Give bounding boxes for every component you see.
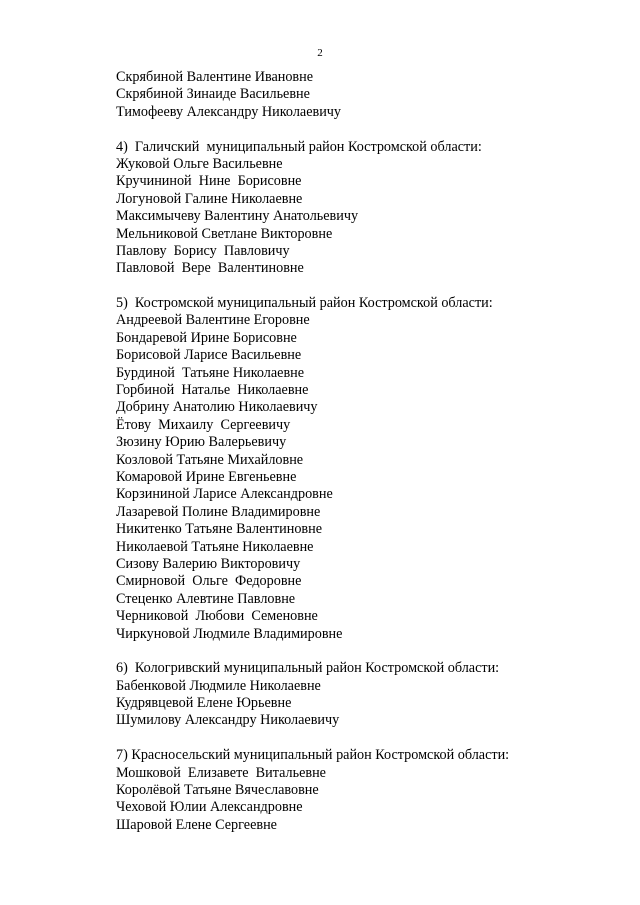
list-item: Тимофееву Александру Николаевичу bbox=[116, 103, 342, 120]
list-item: Андреевой Валентине Егоровне bbox=[116, 312, 310, 329]
document-body bbox=[116, 69, 616, 834]
list-item: Скрябиной Валентине Ивановне bbox=[116, 69, 314, 85]
list-item: Борисовой Ларисе Васильевне bbox=[116, 347, 302, 364]
section-kologrivsky bbox=[116, 660, 616, 730]
section-krasnoselsky bbox=[116, 747, 616, 834]
section-galichsky bbox=[116, 139, 616, 278]
list-item: Лазаревой Полине Владимировне bbox=[116, 503, 321, 520]
list-item: Корзининой Ларисе Александровне bbox=[116, 486, 333, 503]
list-item: Бабенковой Людмиле Николаевне bbox=[116, 677, 321, 694]
list-item: Шумилову Александру Николаевичу bbox=[116, 712, 340, 729]
list-item: Чеховой Юлии Александровне bbox=[116, 799, 303, 816]
list-item: Павловой Вере Валентиновне bbox=[116, 260, 304, 277]
list-item: Горбиной Наталье Николаевне bbox=[116, 382, 309, 399]
page-number: 2 bbox=[317, 47, 323, 59]
section-kostromskoy bbox=[116, 295, 616, 643]
list-item: Логуновой Галине Николаевне bbox=[116, 190, 303, 207]
list-item: Королёвой Татьяне Вячеславовне bbox=[116, 782, 319, 799]
list-item: Скрябиной Зинаиде Васильевне bbox=[116, 86, 310, 103]
list-item: Кудрявцевой Елене Юрьевне bbox=[116, 695, 292, 712]
list-item: Жуковой Ольге Васильевне bbox=[116, 155, 283, 172]
list-item: Чиркуновой Людмиле Владимировне bbox=[116, 625, 343, 642]
list-item: Шаровой Елене Сергеевне bbox=[116, 816, 277, 833]
section-heading: 7) Красносельский муниципальный район Костромской области: bbox=[116, 747, 510, 764]
list-item: Максимычеву Валентину Анатольевичу bbox=[116, 208, 359, 225]
list-item: Сизову Валерию Викторовичу bbox=[116, 555, 301, 572]
list-item: Смирновой Ольге Федоровне bbox=[116, 573, 302, 590]
section-heading: 4) Галичский муниципальный район Костромской области: bbox=[116, 138, 482, 155]
list-item: Кручининой Нине Борисовне bbox=[116, 173, 302, 190]
list-item: Козловой Татьяне Михайловне bbox=[116, 451, 304, 468]
section-heading: 6) Кологривский муниципальный район Костромской области: bbox=[116, 660, 500, 677]
list-item: Мельниковой Светлане Викторовне bbox=[116, 225, 333, 242]
list-item: Ётову Михаилу Сергеевичу bbox=[116, 416, 291, 433]
list-item: Бондаревой Ирине Борисовне bbox=[116, 329, 297, 346]
list-item: Черниковой Любови Семеновне bbox=[116, 608, 318, 625]
list-item: Павлову Борису Павловичу bbox=[116, 242, 290, 259]
list-item: Никитенко Татьяне Валентиновне bbox=[116, 521, 323, 538]
list-item: Бурдиной Татьяне Николаевне bbox=[116, 364, 305, 381]
list-item: Добрину Анатолию Николаевичу bbox=[116, 399, 318, 416]
intro-name-list bbox=[116, 69, 616, 121]
list-item: Мошковой Елизавете Витальевне bbox=[116, 764, 326, 781]
list-item: Николаевой Татьяне Николаевне bbox=[116, 538, 314, 555]
list-item: Зюзину Юрию Валерьевичу bbox=[116, 434, 287, 451]
list-item: Стеценко Алевтине Павловне bbox=[116, 590, 296, 607]
list-item: Комаровой Ирине Евгеньевне bbox=[116, 468, 297, 485]
section-heading: 5) Костромской муниципальный район Костромской области: bbox=[116, 295, 493, 312]
